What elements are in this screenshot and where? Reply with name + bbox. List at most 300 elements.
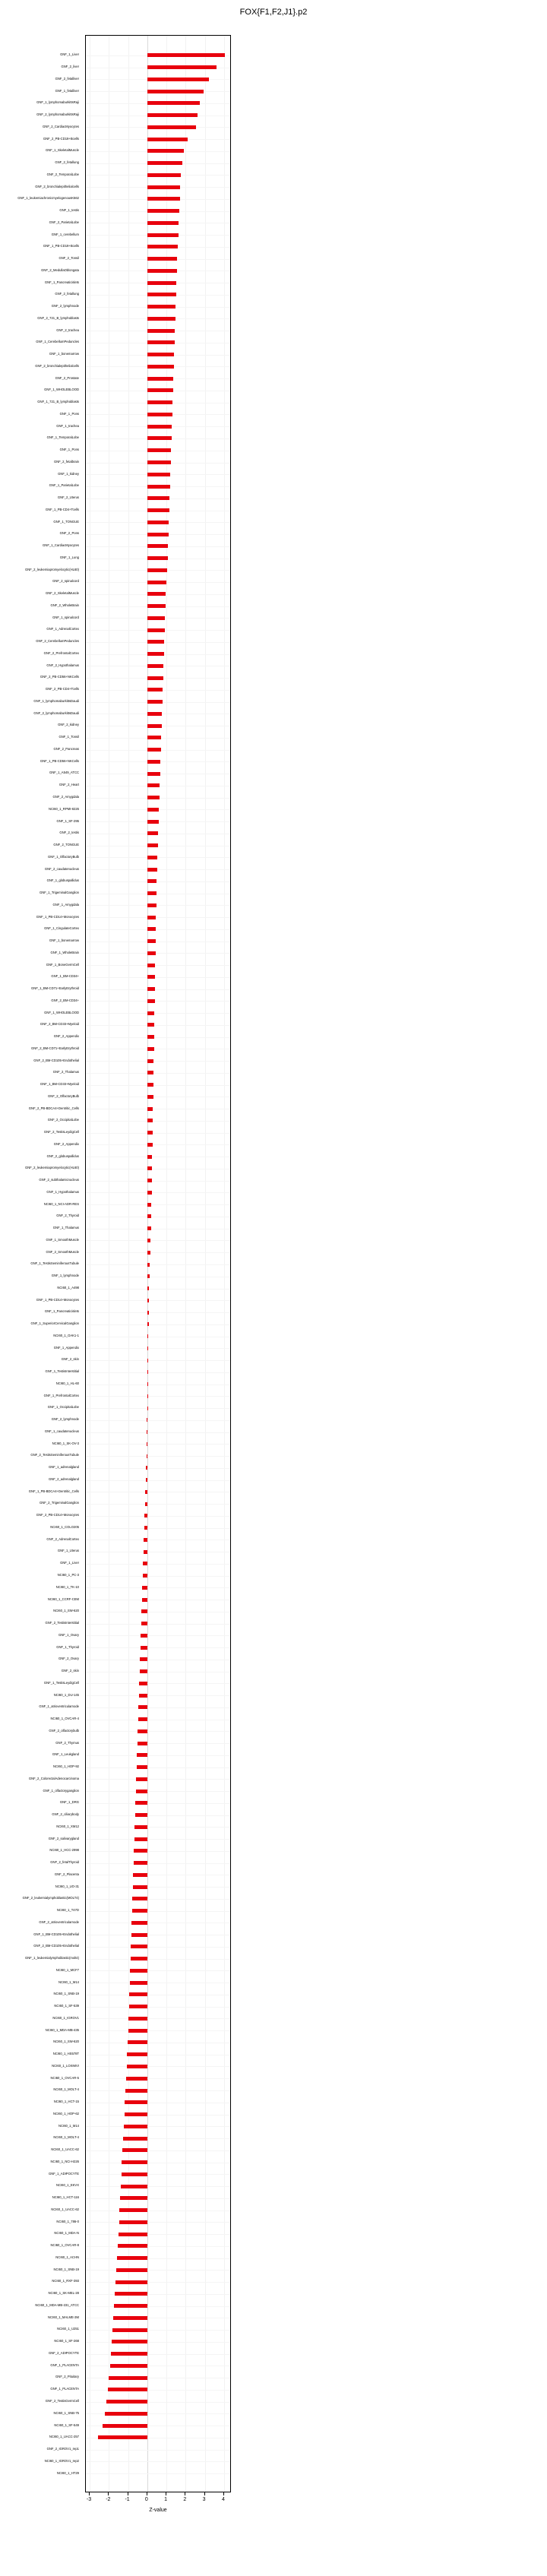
bar[interactable] xyxy=(133,1885,147,1889)
bar[interactable] xyxy=(138,1729,147,1733)
bar[interactable] xyxy=(138,1742,147,1745)
bar[interactable] xyxy=(118,2244,147,2248)
bar[interactable] xyxy=(131,1921,147,1925)
bar[interactable] xyxy=(134,1825,147,1829)
bar[interactable] xyxy=(128,2017,147,2021)
bar[interactable] xyxy=(106,2400,147,2404)
bar[interactable] xyxy=(125,2100,147,2104)
row-gridline xyxy=(86,1360,230,1361)
row-gridline xyxy=(86,1683,230,1684)
bar[interactable] xyxy=(147,1011,155,1015)
bar[interactable] xyxy=(147,1179,152,1182)
bar[interactable] xyxy=(115,2280,147,2284)
row-gridline xyxy=(86,2282,230,2283)
category-label: GNF_2_ParietalLobe xyxy=(49,220,79,224)
bar[interactable] xyxy=(147,700,163,704)
category-label: GNF_1_PB-CD19+Bcells xyxy=(43,244,79,248)
category-label: NCI60_1_COLO205 xyxy=(50,1524,79,1529)
bar[interactable] xyxy=(147,891,157,895)
bar[interactable] xyxy=(147,508,169,512)
bar[interactable] xyxy=(147,113,198,117)
bar[interactable] xyxy=(147,581,166,584)
bar[interactable] xyxy=(146,1478,147,1482)
bar[interactable] xyxy=(141,1622,147,1625)
bar[interactable] xyxy=(147,1166,152,1170)
bar[interactable] xyxy=(147,1251,150,1255)
row-gridline xyxy=(86,1420,230,1421)
bar[interactable] xyxy=(147,448,171,452)
bar[interactable] xyxy=(147,736,161,739)
category-label: GNF_1_Liver xyxy=(60,1561,79,1565)
bar[interactable] xyxy=(131,1933,147,1937)
bar[interactable] xyxy=(147,1083,153,1087)
bar[interactable] xyxy=(147,783,160,787)
bar[interactable] xyxy=(147,568,167,572)
bar[interactable] xyxy=(144,1526,147,1530)
bar[interactable] xyxy=(147,377,173,381)
bar[interactable] xyxy=(133,1873,147,1877)
tick-label: 4 xyxy=(221,2497,225,2502)
row-gridline xyxy=(86,1970,230,1971)
category-label: GNF_2_OccipitalLobe xyxy=(47,1118,79,1122)
tick-label: 1 xyxy=(164,2497,168,2502)
bar[interactable] xyxy=(147,185,180,189)
bar[interactable] xyxy=(147,521,169,524)
bar[interactable] xyxy=(121,2185,147,2188)
row-gridline xyxy=(86,1899,230,1900)
bar[interactable] xyxy=(119,2220,147,2224)
bar[interactable] xyxy=(147,592,166,596)
row-gridline xyxy=(86,1863,230,1864)
bar[interactable] xyxy=(138,1717,147,1721)
bar[interactable] xyxy=(147,305,175,309)
category-label: NCI60_1_MDA-MB-231_ATCC xyxy=(35,2302,79,2307)
bar[interactable] xyxy=(134,1861,147,1865)
row-gridline xyxy=(86,1001,230,1002)
bar[interactable] xyxy=(131,1957,147,1960)
category-label: NCI60_1_SK-OV-3 xyxy=(52,1441,79,1445)
bar[interactable] xyxy=(144,1514,147,1517)
bar[interactable] xyxy=(147,233,179,237)
bar[interactable] xyxy=(147,796,160,799)
category-label: NCI60_1_OVCAR-8 xyxy=(50,2243,79,2248)
row-gridline xyxy=(86,1504,230,1505)
bar[interactable] xyxy=(147,317,175,321)
category-label: GNF_2_TestisGermCell xyxy=(45,2399,79,2403)
bar[interactable] xyxy=(147,101,200,105)
bar[interactable] xyxy=(132,1909,147,1913)
row-gridline xyxy=(86,1528,230,1529)
bar[interactable] xyxy=(147,533,169,536)
bar[interactable] xyxy=(145,1490,147,1494)
bar[interactable] xyxy=(147,951,156,955)
bar[interactable] xyxy=(147,365,174,369)
category-label: GNF_1_Thyroid xyxy=(56,1644,79,1649)
bar[interactable] xyxy=(147,1214,151,1218)
bar[interactable] xyxy=(147,628,165,632)
row-gridline xyxy=(86,1408,230,1409)
bar[interactable] xyxy=(136,1790,147,1793)
bar[interactable] xyxy=(147,1359,148,1362)
row-gridline xyxy=(86,857,230,858)
bar[interactable] xyxy=(147,1370,148,1374)
bar[interactable] xyxy=(147,1023,154,1027)
category-label: GNF_2_TestisInterstitial xyxy=(45,1621,79,1625)
bar[interactable] xyxy=(142,1586,147,1590)
bar[interactable] xyxy=(146,1466,147,1470)
bar[interactable] xyxy=(147,340,175,344)
bar[interactable] xyxy=(144,1550,147,1554)
category-label: NCI60_1_PC-3 xyxy=(57,1572,79,1577)
category-label: GNF_2_TestisLeydigCell xyxy=(43,1130,79,1135)
bar[interactable] xyxy=(147,78,209,81)
bar[interactable] xyxy=(147,1155,153,1159)
bar[interactable] xyxy=(147,916,157,919)
category-label: NCI60_1_MDA-N xyxy=(54,2231,79,2236)
row-gridline xyxy=(86,1624,230,1625)
category-label: NCI60_1_T47D xyxy=(56,1908,79,1913)
bar[interactable] xyxy=(147,1191,152,1195)
category-label: GNF_2_fetallung xyxy=(55,292,79,296)
category-label: GNF_2_fetalbrain xyxy=(53,459,79,464)
bar[interactable] xyxy=(147,353,174,356)
category-label: NCI60_1_786-0 xyxy=(56,2219,79,2223)
bar[interactable] xyxy=(147,281,176,285)
bar[interactable] xyxy=(147,125,196,129)
bar[interactable] xyxy=(147,1203,152,1207)
bar[interactable] xyxy=(137,1765,147,1769)
row-gridline xyxy=(86,1947,230,1948)
bar[interactable] xyxy=(128,2040,147,2044)
bar[interactable] xyxy=(147,293,176,296)
bar[interactable] xyxy=(137,1753,147,1757)
bar[interactable] xyxy=(129,2005,147,2008)
bar[interactable] xyxy=(123,2137,147,2141)
row-gridline xyxy=(86,1192,230,1193)
tick-mark xyxy=(108,2492,109,2495)
bar[interactable] xyxy=(147,245,178,248)
bar[interactable] xyxy=(143,1574,147,1578)
bar[interactable] xyxy=(147,496,169,500)
category-label: GNF_2_IGROV1_rep1 xyxy=(46,2447,79,2451)
bar[interactable] xyxy=(147,1382,148,1386)
bar[interactable] xyxy=(147,927,156,931)
bar[interactable] xyxy=(147,903,157,907)
bar[interactable] xyxy=(147,808,159,812)
bar[interactable] xyxy=(147,1394,148,1398)
bar[interactable] xyxy=(105,2412,147,2416)
bar[interactable] xyxy=(147,436,172,440)
category-label: NCI60_1_DU-145 xyxy=(53,1692,79,1697)
bar[interactable] xyxy=(127,2052,147,2056)
bar[interactable] xyxy=(139,1694,147,1698)
bar[interactable] xyxy=(116,2268,147,2272)
bar[interactable] xyxy=(140,1657,147,1661)
bar[interactable] xyxy=(147,748,161,752)
category-label: NCI60_1_RPMI-8226 xyxy=(48,806,79,811)
bar[interactable] xyxy=(147,473,170,476)
bar[interactable] xyxy=(124,2125,147,2128)
bar[interactable] xyxy=(147,676,163,680)
category-label: GNF_2_kidney xyxy=(58,723,79,727)
bar[interactable] xyxy=(147,1119,153,1122)
bar[interactable] xyxy=(147,1131,153,1135)
bar[interactable] xyxy=(147,975,155,979)
bar[interactable] xyxy=(147,652,164,656)
row-gridline xyxy=(86,1576,230,1577)
category-label: GNF_2_Pons xyxy=(59,531,79,536)
row-gridline xyxy=(86,2461,230,2462)
row-gridline xyxy=(86,1444,230,1445)
bar[interactable] xyxy=(147,1299,149,1302)
bar[interactable] xyxy=(147,425,172,429)
bar[interactable] xyxy=(141,1646,147,1650)
bar[interactable] xyxy=(147,1334,149,1338)
bar[interactable] xyxy=(147,987,155,991)
bar[interactable] xyxy=(147,831,158,835)
bar[interactable] xyxy=(113,2316,147,2320)
category-label: GNF_1_Liver xyxy=(60,52,79,57)
category-label: GNF_2_lymphomaburkittsDaudi xyxy=(33,710,79,715)
bar[interactable] xyxy=(147,209,179,213)
category-label: NCI60_1_SK-MEL-28 xyxy=(48,2291,79,2296)
bar[interactable] xyxy=(135,1801,147,1805)
category-label: GNF_2_leukemialymphoblastic(MOLT4) xyxy=(22,1896,79,1900)
bar[interactable] xyxy=(147,640,164,644)
bar[interactable] xyxy=(147,820,159,824)
bar[interactable] xyxy=(130,1981,147,1985)
bar[interactable] xyxy=(144,1538,147,1542)
bar[interactable] xyxy=(147,868,157,872)
category-label: GNF_1_OlfactoryBulb xyxy=(48,854,79,859)
category-label: GNF_2_PB-CD56+NKCells xyxy=(40,675,79,679)
bar[interactable] xyxy=(147,616,165,620)
bar[interactable] xyxy=(147,879,157,883)
category-label: GNF_2_Uterus xyxy=(57,495,79,500)
category-label: GNF_2_BM-CD71+EarlyErythroid xyxy=(31,1046,79,1050)
category-label: GNF_2_skin xyxy=(61,1669,79,1673)
bar[interactable] xyxy=(147,664,163,668)
category-label: GNF_1_AdrenalCortex xyxy=(46,627,79,631)
row-gridline xyxy=(86,2222,230,2223)
bar[interactable] xyxy=(110,2364,147,2368)
bar[interactable] xyxy=(147,1407,148,1410)
bar[interactable] xyxy=(147,964,156,967)
category-label: NCI60_1_NCI-H226 xyxy=(50,2159,79,2163)
row-gridline xyxy=(86,1073,230,1074)
category-label: GNF_1_DRG xyxy=(59,1800,79,1805)
category-label: GNF_1_SF-295 xyxy=(56,818,79,823)
bar[interactable] xyxy=(119,2208,147,2212)
bar[interactable] xyxy=(114,2304,147,2308)
bar[interactable] xyxy=(130,1969,147,1973)
bar[interactable] xyxy=(136,1777,147,1781)
category-label: GNF_2_BM-CD34+ xyxy=(51,998,79,1002)
bar[interactable] xyxy=(98,2435,147,2439)
category-label: NCI60_1_SF-549 xyxy=(54,2423,79,2427)
bar[interactable] xyxy=(147,90,204,93)
bar[interactable] xyxy=(147,269,177,273)
row-gridline xyxy=(86,2126,230,2127)
category-label: GNF_1_WHOLEBLOOD xyxy=(44,388,79,392)
bar[interactable] xyxy=(147,1239,151,1242)
bar[interactable] xyxy=(147,1286,150,1290)
category-label: GNF_1_PLACENTA xyxy=(50,2387,79,2391)
category-label: GNF_2_PrefrontalCortex xyxy=(43,650,79,655)
bar[interactable] xyxy=(141,1609,147,1613)
category-label: NCI60_1_MOLT-4 xyxy=(53,2135,79,2140)
bar[interactable] xyxy=(147,999,155,1003)
bar[interactable] xyxy=(134,1849,147,1853)
row-gridline xyxy=(86,1300,230,1301)
category-label: NCI60_1_MDA-MB-435 xyxy=(45,2027,79,2032)
bar[interactable] xyxy=(103,2424,147,2428)
bar[interactable] xyxy=(147,460,171,464)
bar[interactable] xyxy=(119,2233,147,2236)
bar[interactable] xyxy=(147,1226,151,1230)
bar[interactable] xyxy=(147,856,157,859)
category-label: GNF_1_CardiacMyocytes xyxy=(43,543,79,548)
bar[interactable] xyxy=(147,1095,153,1099)
category-label: NCI60_1_SW-620 xyxy=(53,1609,79,1613)
bar[interactable] xyxy=(125,2089,147,2093)
row-gridline xyxy=(86,1468,230,1469)
bar[interactable] xyxy=(147,197,180,201)
bar[interactable] xyxy=(147,1035,154,1039)
category-label: GNF_2_PB-CD19+Bcells xyxy=(43,136,79,141)
bar[interactable] xyxy=(126,2077,147,2081)
bar[interactable] xyxy=(129,1992,147,1996)
category-label: GNF_2_Pancreas xyxy=(53,746,79,751)
row-gridline xyxy=(86,989,230,990)
bar[interactable] xyxy=(147,843,158,847)
bar[interactable] xyxy=(122,2160,147,2164)
row-gridline xyxy=(86,1839,230,1840)
bar[interactable] xyxy=(147,544,168,548)
category-label: GNF_2_leukemiapromyelocytic(HL60) xyxy=(25,1166,79,1170)
bar[interactable] xyxy=(147,388,173,392)
bar[interactable] xyxy=(147,760,160,764)
category-label: GNF_1_OccipitalLobe xyxy=(47,1405,79,1410)
category-label: NCI60_1_HOP-62 xyxy=(53,2111,79,2116)
bar[interactable] xyxy=(122,2148,147,2152)
bar[interactable] xyxy=(132,1897,147,1900)
bar[interactable] xyxy=(125,2112,147,2116)
row-gridline xyxy=(86,1587,230,1588)
bar[interactable] xyxy=(109,2376,147,2380)
category-label: GNF_1_PB-CD4+Tcells xyxy=(45,507,79,511)
bar[interactable] xyxy=(141,1634,147,1638)
row-gridline xyxy=(86,1779,230,1780)
category-label: NCI60_1_HL-60 xyxy=(55,1381,79,1385)
bar[interactable] xyxy=(147,485,170,489)
bar[interactable] xyxy=(147,1143,153,1147)
row-gridline xyxy=(86,1372,230,1373)
bar[interactable] xyxy=(147,400,172,404)
bar[interactable] xyxy=(147,413,172,416)
category-label: GNF_1_olfactoryganglion xyxy=(43,1788,79,1793)
category-label: GNF_2_Thalamus xyxy=(52,1070,79,1074)
bar[interactable] xyxy=(147,138,188,141)
bar[interactable] xyxy=(147,149,185,153)
bar[interactable] xyxy=(147,1071,153,1074)
category-label: GNF_1_testis xyxy=(59,208,79,213)
row-gridline xyxy=(86,846,230,847)
category-label: GNF_2_lymphomaburkittsRaji xyxy=(36,112,79,117)
bar[interactable] xyxy=(147,724,162,728)
bar[interactable] xyxy=(147,1322,149,1326)
bar[interactable] xyxy=(147,221,179,225)
bar[interactable] xyxy=(108,2388,147,2391)
bar[interactable] xyxy=(147,712,162,716)
bar[interactable] xyxy=(147,1311,149,1315)
bar[interactable] xyxy=(147,688,163,691)
bar[interactable] xyxy=(117,2256,147,2260)
row-gridline xyxy=(86,2007,230,2008)
bar[interactable] xyxy=(147,1347,148,1350)
bar[interactable] xyxy=(147,604,166,608)
bar[interactable] xyxy=(142,1598,147,1602)
category-label: NCI60_1_LOXIMVI xyxy=(52,2063,79,2068)
category-label: GNF_1_TemporalLobe xyxy=(46,435,79,440)
bar[interactable] xyxy=(147,556,168,560)
bar[interactable] xyxy=(147,53,225,57)
bar[interactable] xyxy=(115,2292,147,2296)
bar[interactable] xyxy=(145,1502,147,1506)
category-label: GNF_2_subthalamicnucleus xyxy=(39,1178,79,1182)
category-label: GNF_1_PrefrontalCortex xyxy=(43,1393,79,1397)
row-gridline xyxy=(86,869,230,870)
category-label: NCI60_1_MOLT-4 xyxy=(53,2087,79,2092)
bar[interactable] xyxy=(122,2173,147,2176)
bar[interactable] xyxy=(112,2328,147,2332)
bar[interactable] xyxy=(147,939,156,943)
bar[interactable] xyxy=(111,2352,147,2356)
bar[interactable] xyxy=(147,257,178,261)
tick-label: 3 xyxy=(202,2497,206,2502)
bar[interactable] xyxy=(127,2065,147,2068)
bar[interactable] xyxy=(147,329,175,333)
bar[interactable] xyxy=(112,2340,147,2343)
bar[interactable] xyxy=(138,1705,147,1709)
category-label: GNF_2_Pituitary xyxy=(55,2375,79,2379)
category-label: NCI60_1_SNB-19 xyxy=(53,2267,79,2271)
bar[interactable] xyxy=(147,161,182,165)
row-gridline xyxy=(86,1791,230,1792)
bar[interactable] xyxy=(147,772,160,776)
bar[interactable] xyxy=(140,1669,147,1673)
bar[interactable] xyxy=(147,65,217,69)
category-label: GNF_1_adrenalgland xyxy=(48,1465,79,1470)
bar[interactable] xyxy=(131,1945,147,1948)
category-label: GNF_2_adrenalgland xyxy=(48,1476,79,1481)
bar[interactable] xyxy=(147,1047,154,1051)
category-label: GNF_2_lymphnode xyxy=(51,304,79,309)
bar[interactable] xyxy=(128,2029,147,2033)
bar[interactable] xyxy=(120,2196,147,2200)
bar[interactable] xyxy=(134,1837,147,1841)
bar[interactable] xyxy=(147,1274,150,1278)
bar[interactable] xyxy=(147,1059,154,1063)
bar[interactable] xyxy=(135,1813,147,1817)
bar[interactable] xyxy=(147,173,181,177)
category-label: GNF_1_PB-CD14+Monocytes xyxy=(36,1297,79,1302)
bar[interactable] xyxy=(147,1107,153,1111)
bar[interactable] xyxy=(143,1562,147,1565)
category-label: GNF_1_bonemarrow xyxy=(49,352,79,356)
bar[interactable] xyxy=(139,1682,147,1685)
bar[interactable] xyxy=(147,1263,150,1267)
